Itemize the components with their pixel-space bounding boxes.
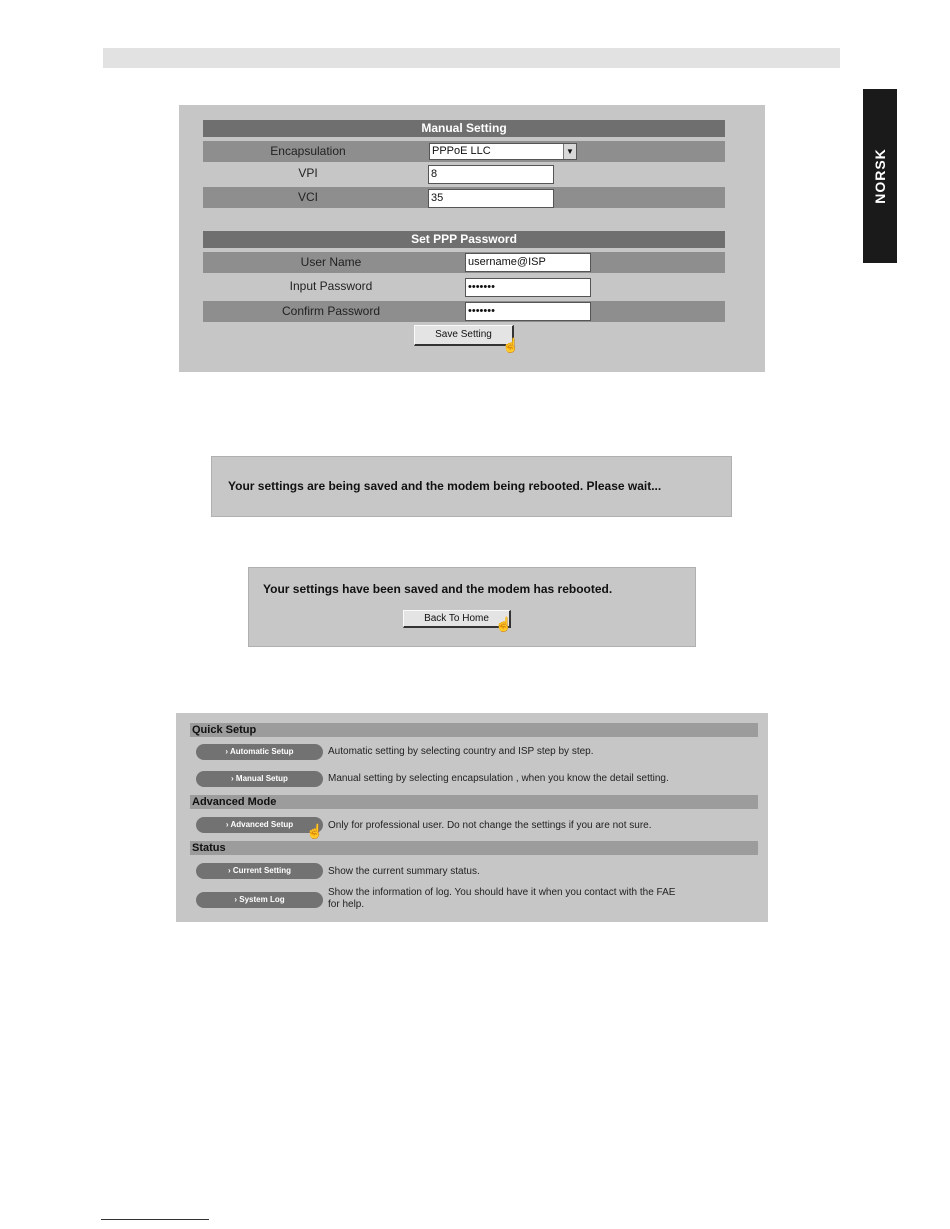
- input-password-field[interactable]: •••••••: [465, 278, 591, 297]
- username-input[interactable]: username@ISP: [465, 253, 591, 272]
- setup-menu-panel: [176, 713, 768, 922]
- vpi-input[interactable]: 8: [428, 165, 554, 184]
- system-log-description-line2: for help.: [328, 899, 365, 910]
- encapsulation-row: [203, 141, 725, 162]
- encapsulation-value: PPPoE LLC: [432, 145, 491, 157]
- manual-setting-panel: [179, 105, 765, 372]
- language-tab-label: NORSK: [872, 148, 888, 204]
- vci-input[interactable]: 35: [428, 189, 554, 208]
- quick-setup-heading: Quick Setup: [190, 723, 758, 737]
- mouse-pointer-icon: ☝: [306, 823, 324, 839]
- clipped-text: [326, 713, 329, 719]
- automatic-setup-button[interactable]: › Automatic Setup: [196, 744, 323, 760]
- vpi-row: [203, 163, 725, 184]
- vci-row: [203, 187, 725, 208]
- encapsulation-select[interactable]: [429, 143, 577, 160]
- automatic-setup-description: Automatic setting by selecting country and ISP step by step.: [328, 746, 594, 757]
- input-password-row: [203, 276, 725, 297]
- mouse-pointer-icon: ☝: [495, 616, 513, 632]
- confirm-password-field[interactable]: •••••••: [465, 302, 591, 321]
- vpi-label: VPI: [298, 166, 318, 180]
- encapsulation-label: Encapsulation: [270, 144, 346, 158]
- back-to-home-button[interactable]: Back To Home: [403, 610, 511, 628]
- saved-message: Your settings have been saved and the modem has rebooted.: [263, 582, 613, 596]
- saving-message-panel: [211, 456, 732, 517]
- language-tab: [863, 89, 897, 263]
- status-heading: Status: [190, 841, 758, 855]
- system-log-button[interactable]: › System Log: [196, 892, 323, 908]
- system-log-description-line1: Show the information of log. You should have it when you contact with the FAE: [328, 887, 676, 898]
- dropdown-arrow-icon[interactable]: ▼: [563, 144, 576, 159]
- confirm-password-label: Confirm Password: [281, 304, 381, 318]
- save-setting-button[interactable]: Save Setting: [414, 325, 514, 346]
- current-setting-description: Show the current summary status.: [328, 866, 480, 877]
- advanced-mode-heading: Advanced Mode: [190, 795, 758, 809]
- input-password-label: Input Password: [289, 279, 373, 293]
- manual-setting-title: Manual Setting: [203, 120, 725, 137]
- footer-rule: [101, 1219, 209, 1220]
- header-bar: [103, 48, 840, 68]
- mouse-pointer-icon: ☝: [502, 337, 520, 353]
- manual-setup-description: Manual setting by selecting encapsulation , when you know the detail setting.: [328, 773, 669, 784]
- saved-message-panel: [248, 567, 696, 647]
- vci-label: VCI: [297, 190, 318, 204]
- advanced-setup-description: Only for professional user. Do not change the settings if you are not sure.: [328, 820, 652, 831]
- ppp-password-title: Set PPP Password: [203, 231, 725, 248]
- username-row: [203, 252, 725, 273]
- current-setting-button[interactable]: › Current Setting: [196, 863, 323, 879]
- manual-setup-button[interactable]: › Manual Setup: [196, 771, 323, 787]
- saving-message: Your settings are being saved and the modem being rebooted. Please wait...: [228, 479, 662, 493]
- advanced-setup-button[interactable]: › Advanced Setup: [196, 817, 323, 833]
- confirm-password-row: [203, 301, 725, 322]
- username-label: User Name: [300, 255, 362, 269]
